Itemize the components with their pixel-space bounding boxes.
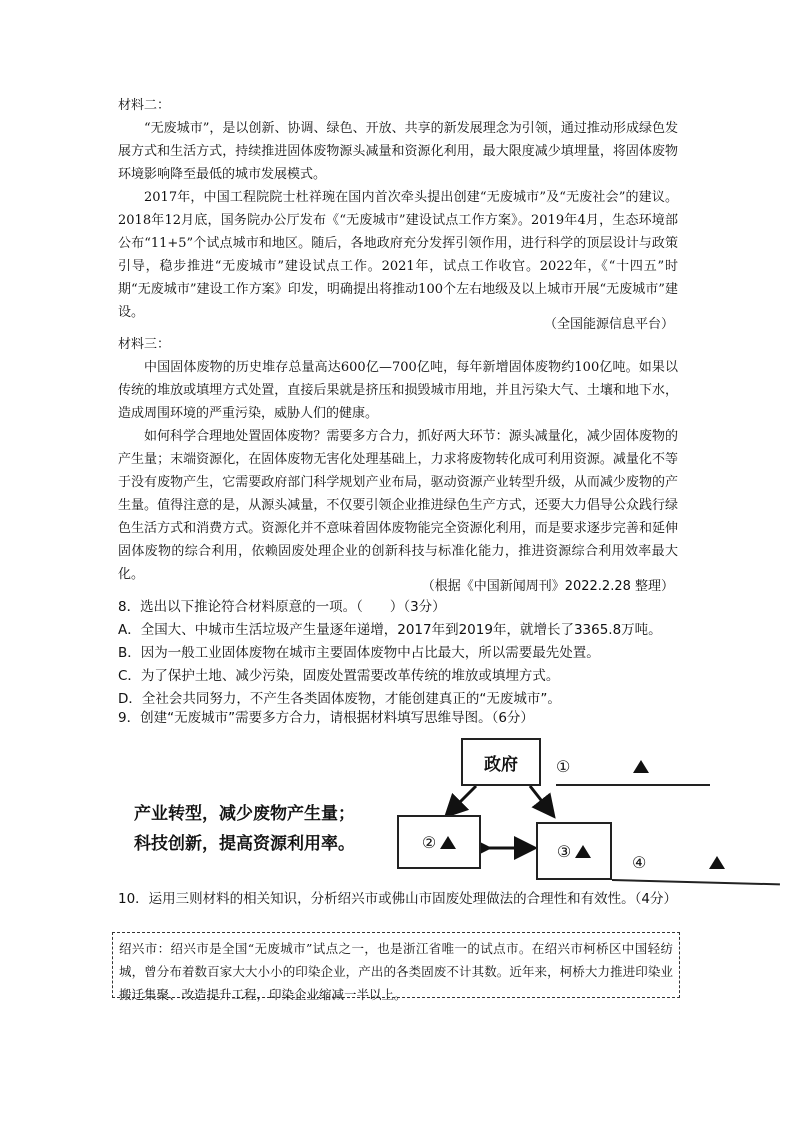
material-3-source: （根据《中国新闻周刊》2022.2.28 整理） — [421, 579, 674, 594]
triangle-icon — [440, 836, 456, 849]
question-10-stem: 10．运用三则材料的相关知识，分析绍兴市或佛山市固废处理做法的合理性和有效性。（4分） — [118, 891, 678, 907]
question-9-stem: 9．创建“无废城市”需要多方合力，请根据材料填写思维导图。（6分） — [118, 710, 534, 726]
option-c: C．为了保护土地、减少污染，固废处置需要改革传统的堆放或填埋方式。 — [118, 668, 560, 684]
circle-number-3: ③ — [556, 841, 572, 861]
material-2-paragraph: 2017年，中国工程院院士杜祥琬在国内首次牵头提出创建“无废城市”及“无废社会”的建议。2018年12月底，国务院办公厅发布《“无废城市”建设试点工作方案》。2019年4月，生态环境部公布“11+5”个试点城市和地区。随后，各地政府充分发挥引领作用，进行科学的顶层设计与政策引导，稳步推进“无废城市”建设试点工作。2021年，试点工作收官。2022年，《“十四五”时期“无废城市”建设工作方案》印发，明确提出将推动100个左右地级及以上城市开展“无废城市”建设。 — [118, 190, 678, 320]
triangle-icon — [575, 845, 591, 858]
government-box — [461, 738, 541, 786]
material-2-title: 材料二： — [118, 98, 171, 113]
material-3-title: 材料三： — [118, 337, 171, 352]
blank-1-underline — [556, 784, 710, 786]
circle-number-4: ④ — [632, 853, 647, 872]
circle-number-2: ② — [421, 832, 437, 852]
government-label: 政府 — [484, 754, 518, 775]
blank-1 — [556, 756, 716, 776]
option-d: D．全社会共同努力，不产生各类固体废物，才能创建真正的“无废城市”。 — [118, 691, 561, 707]
triangle-icon — [709, 856, 725, 869]
material-3-paragraph: 中国固体废物的历史堆存总量高达600亿—700亿吨，每年新增固体废物约100亿吨。如果以传统的堆放或填埋方式处置，直接后果就是挤压和损毁城市用地，并且污染大气、土壤和地下水，造成周围环境的严重污染，威胁人们的健康。 — [118, 360, 678, 421]
arrow-gov-to-2 — [448, 786, 476, 814]
option-b: B．因为一般工业固体废物在城市主要固体废物中占比最大，所以需要最先处置。 — [118, 645, 600, 661]
blank-4 — [632, 852, 782, 872]
arrow-gov-to-3 — [530, 786, 552, 814]
box-2 — [397, 815, 481, 869]
option-a: A．全国大、中城市生活垃圾产生量逐年递增，2017年到2019年，就增长了3365.8万吨。 — [118, 622, 662, 638]
triangle-icon — [633, 760, 649, 773]
mind-map-left-text — [134, 799, 355, 859]
circle-number-1: ① — [556, 757, 571, 776]
box-3 — [536, 822, 612, 880]
left-line-1: 产业转型，减少废物产生量； — [134, 804, 355, 824]
left-line-2: 科技创新，提高资源利用率。 — [134, 834, 355, 854]
material-3-paragraph: 如何科学合理地处置固体废物？需要多方合力，抓好两大环节：源头减量化，减少固体废物的产生量；末端资源化，在固体废物无害化处理基础上，力求将废物转化成可利用资源。减量化不等于没有废物产生，它需要政府部门科学规划产业布局，驱动资源产业转型升级，从而减少废物的产生量。值得注意的是，从源头减量，不仅要引领企业推进绿色生产方式，还要大力倡导公众践行绿色生活方式和消费方式。资源化并不意味着固体废物能完全资源化利用，而是要求逐步完善和延伸固体废物的综合利用，依赖固废处理企业的创新科技与标准化能力，推进资源综合利用效率最大化。 — [118, 429, 678, 582]
material-2-source: （全国能源信息平台） — [543, 317, 674, 332]
question-8-stem: 8．选出以下推论符合材料原意的一项。（ ）（3分） — [118, 599, 446, 615]
shaoxing-text: 绍兴市：绍兴市是全国“无废城市”试点之一，也是浙江省唯一的试点市。在绍兴市柯桥区中国轻纺城，曾分布着数百家大大小小的印染企业，产出的各类固废不计其数。近年来，柯桥大力推进印染业搬迁集聚、改造提升工程，印染企业缩减一半以上。 — [119, 941, 673, 1002]
material-2-paragraph: “无废城市”，是以创新、协调、绿色、开放、共享的新发展理念为引领，通过推动形成绿色发展方式和生活方式，持续推进固体废物源头减量和资源化利用，最大限度减少填埋量，将固体废物环境影响降至最低的城市发展模式。 — [118, 121, 678, 182]
shaoxing-material-box — [112, 932, 680, 1002]
